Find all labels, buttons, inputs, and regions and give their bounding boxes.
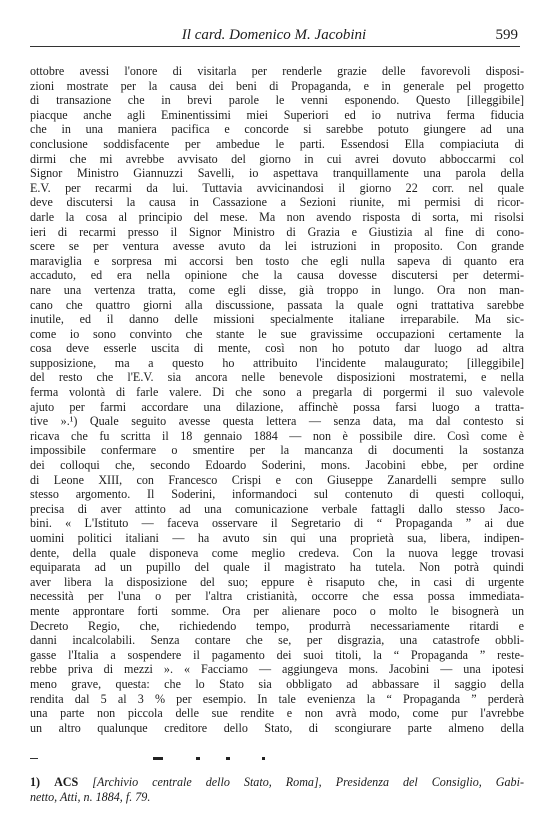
text-line: ottobre avessi l'onore di visitarla per renderle grazie delle favorevoli disposi-	[30, 64, 524, 78]
text-line: maraviglia e sorpresa mi accorsi ben tosto che egli nulla sapeva di quanto era	[30, 253, 524, 268]
text-line: cosa deve esserle uscita di mente, così non ho potuto dar luogo ad altra	[30, 341, 524, 356]
text-line: un altro qualunque creditore dello Stato, di scongiurare parte almeno della	[30, 720, 524, 735]
text-line: del resto che l'E.V. sia ancora nelle benevole disposizioni mostratemi, e nella	[30, 370, 524, 385]
text-line: supposizione, ma a questo ho attribuito l'incidente malaugurato; [illeggibile]	[30, 355, 524, 370]
running-header	[28, 26, 520, 48]
text-line: danni incalcolabili. Senza contare che se, per disgrazia, una catastrofe obbli-	[30, 633, 524, 648]
text-line: zioni mostrate per la causa dei beni di Propaganda, e in generale pel progetto	[30, 78, 524, 93]
text-line: cano che quattro giorni alla discussione, passata la quale ogni trattativa sarebbe	[30, 297, 524, 312]
text-line: deve discutersi la causa in Cassazione a Sezioni riunite, mi permisi di ricor-	[30, 195, 524, 210]
footnote	[30, 775, 524, 805]
footnote-line	[30, 775, 524, 790]
text-line: rendita dal 5 al 3 % per esempio. In tale evenienza la “ Propaganda ” perderà	[30, 691, 524, 706]
text-line: inutile, ed il danno delle missioni specialmente italiane irreparabile. Ma sic-	[30, 312, 524, 327]
text-line: dei colloqui che, secondo Edoardo Soderini, mons. Jacobini ebbe, per ordine	[30, 458, 524, 473]
text-line: che in una maniera pacifica e concorde si sarebbe potuto giungere ad una	[30, 122, 524, 137]
text-line: precisa di aver attinto ad una comunicazione verbale fattagli dallo stesso Jaco-	[30, 501, 524, 516]
print-smudge	[226, 757, 230, 760]
page-number: 599	[495, 27, 518, 43]
print-smudge	[196, 757, 200, 760]
text-line: stesso argomento. Il Soderini, informandoci sul contenuto di questi colloqui,	[30, 487, 524, 502]
text-line: equiparata ad un pupillo del quale il magistrato ha tutela. Non potrà quindi	[30, 560, 524, 575]
text-line: aver libera la disposizione del suo; eppure è risaputo che, in casi di urgente	[30, 574, 524, 589]
text-line: necessità per l'una o per l'altra cristianità, occorre che essa possa immediata-	[30, 589, 524, 604]
text-line: ferma volontà di farle valere. Di che sono a pregarla di porgermi il suo valevole	[30, 385, 524, 400]
text-line: rebbe priva di mezzi ». « Facciamo — aggiungeva mons. Jacobini — una ipotesi	[30, 662, 524, 677]
footnote-text: [Archivio centrale dello Stato, Roma], Presidenza del Consiglio, Gabi-	[92, 775, 524, 789]
header-rule	[30, 46, 520, 47]
footnote-mark: 1)	[30, 775, 41, 789]
text-line: Decreto Regio, che, richiedendo tempo, produrrà necessariamente ritardi e	[30, 618, 524, 633]
text-line: accaduto, ed era nella opinione che la causa dovesse discutersi per determi-	[30, 268, 524, 283]
text-line: ajuto per farmi accordare una dilazione, affinchè possa farsi luogo a tratta-	[30, 399, 524, 414]
text-line: dirmi che mi avrebbe avvisato del giorno in cui avrei dovuto abboccarmi col	[30, 151, 524, 166]
text-line: conclusione soddisfacente per ambedue le parti. Essendosi Ella compiaciuta di	[30, 136, 524, 151]
print-smudge	[153, 757, 163, 760]
text-line: di Leone XIII, con Francesco Crispi e con Giuseppe Zanardelli sempre sullo	[30, 472, 524, 487]
text-line: di transazione che in brevi parole le venni esponendo. Questo [illeggibile]	[30, 93, 524, 108]
text-line: impossibile confermare o smentire per la mancanza di documenti la sostanza	[30, 443, 524, 458]
text-line: dente, della quale disponeva come meglio credeva. Con la nuova legge trovasi	[30, 545, 524, 560]
text-line: darle la cosa al principio del mese. Ma non avendo risposta di sorta, mi risolsi	[30, 209, 524, 224]
footnote-line	[30, 790, 524, 805]
text-line: scere se per ventura avesse avuto da lei istruzioni in proposito. Con grande	[30, 239, 524, 254]
text-line: nare una vertenza tratta, come egli disse, già troppo in lungo. Ora non man-	[30, 282, 524, 297]
text-line: ieri di recarmi presso il Signor Ministro di Grazia e Giustizia al fine di cono-	[30, 224, 524, 239]
footnote-source: ACS	[54, 775, 79, 789]
text-line: uomini politici italiani — ha avuto sin qui una proprietà sua, libera, indipen-	[30, 531, 524, 545]
text-line: Signor Ministro Giannuzzi Savelli, io aspettava tranquillamente una parola della	[30, 166, 524, 181]
text-line: piacque anche agli Eminentissimi miei Superiori ed io nutriva ferma fiducia	[30, 107, 524, 122]
text-line: ricava che fu scritta il 18 gennaio 1884 — non è possibile dire. Così come è	[30, 428, 524, 443]
text-line: gasse l'Italia a sospendere il pagamento dei suoi titoli, la “ Propaganda ” reste-	[30, 647, 524, 662]
body-text	[30, 64, 524, 735]
text-line: meno grave, questa: che lo Stato sia obbligato ad abbassare il saggio della	[30, 676, 524, 691]
print-smudge	[262, 757, 265, 760]
running-title: Il card. Domenico M. Jacobini	[181, 27, 367, 43]
footnote-text-continued: netto, Atti, n. 1884, f. 79.	[30, 790, 151, 804]
footnote-rule	[30, 758, 38, 759]
text-line: una parte non piccola delle sue rendite e non avrà modo, come pur l'avrebbe	[30, 706, 524, 721]
text-line: bini. « L'Istituto — faceva osservare il Segretario di “ Propaganda ” ai due	[30, 516, 524, 531]
text-line: E.V. per recarmi da lui. Tuttavia avvicinandosi il giorno 22 corr. nel quale	[30, 180, 524, 195]
text-line: tive ».¹) Quale seguito avesse questa lettera — senza data, ma dal contesto si	[30, 414, 524, 429]
text-line: mente approntare forti somme. Ora per alienare poco o molto le bisognerà un	[30, 603, 524, 618]
text-line: come io sono convinto che stante le sue gravissime occupazioni certamente la	[30, 326, 524, 341]
